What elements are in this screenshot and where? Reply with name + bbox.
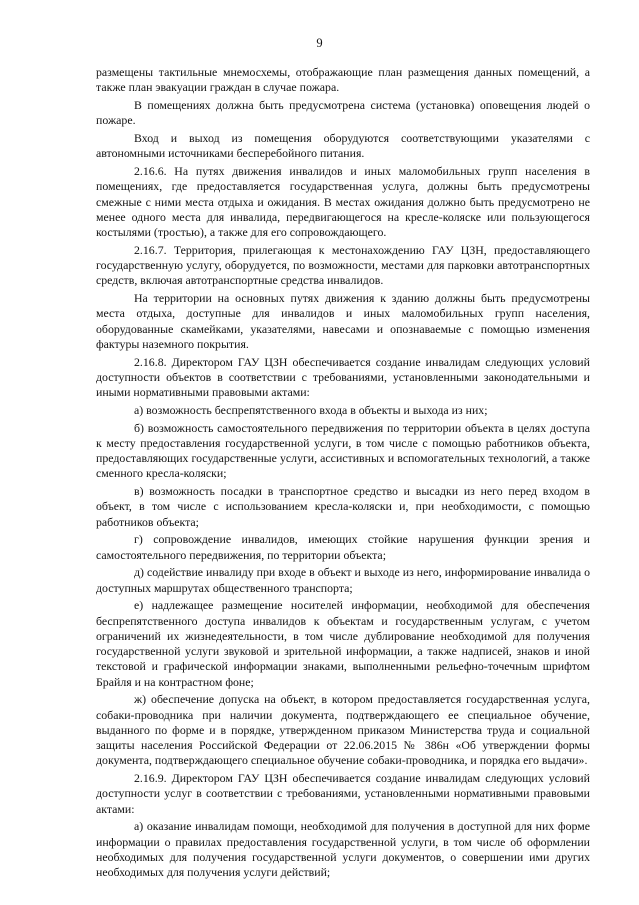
paragraph: а) оказание инвалидам помощи, необходимой для получения в доступной для них форме информации о правилах предоставления государственной услуги, в том числе об оформлении необходимых для получения государственной услуги документов, о совершении ими других необходимых для получения услуги действий;	[96, 819, 590, 879]
paragraph: На территории на основных путях движения к зданию должны быть предусмотрены места отдыха, доступные для инвалидов и иных маломобильных групп населения, оборудованные скамейками, указателями, навесами и опознаваемые с помощью изменения фактуры наземного покрытия.	[96, 291, 590, 351]
paragraph: 2.16.9. Директором ГАУ ЦЗН обеспечивается создание инвалидам следующих условий доступности услуг в соответствии с требованиями, установленными нормативными правовыми актами:	[96, 771, 590, 816]
paragraph: е) надлежащее размещение носителей информации, необходимой для обеспечения беспрепятственного доступа инвалидов к объектам и государственным услугам, с учетом ограничений их жизнедеятельности, в том числе дублирование необходимой для получения государственной услуги звуковой и зрительной информации, а также надписей, знаков и иной текстовой и графической информации знаками, выполненными рельефно-точечным шрифтом Брайля и на контрастном фоне;	[96, 598, 590, 689]
paragraph: а) возможность беспрепятственного входа в объекты и выхода из них;	[134, 402, 488, 417]
page-number: 9	[316, 36, 323, 50]
paragraph: д) содействие инвалиду при входе в объект и выходе из него, информирование инвалида о доступных маршрутах общественного транспорта;	[96, 565, 590, 595]
paragraph: б) возможность самостоятельного передвижения по территории объекта в целях доступа к месту предоставления государственной услуги, в том числе с помощью работников объекта, предоставляющих государственные услуги, ассистивных и вспомогательных технологий, а также сменного кресла-коляски;	[96, 420, 590, 481]
paragraph: 2.16.8. Директором ГАУ ЦЗН обеспечивается создание инвалидам следующих условий доступности объектов в соответствии с требованиями, установленными законодательными и иными нормативными правовыми актами:	[96, 354, 590, 399]
paragraph: 2.16.6. На путях движения инвалидов и иных маломобильных групп населения в помещениях, где предоставляется государственная услуга, должны быть предусмотрены смежные с ними места отдыха и ожидания. В местах ожидания должно быть предусмотрено не менее одного места для инвалида, передвигающегося на кресле-коляске или пользующегося костылями (тростью), а также для его сопровождающего.	[96, 164, 590, 239]
paragraph: размещены тактильные мнемосхемы, отображающие план размещения данных помещений, а также план эвакуации граждан в случае пожара.	[96, 65, 590, 95]
paragraph: г) сопровождение инвалидов, имеющих стойкие нарушения функции зрения и самостоятельного передвижения, по территории объекта;	[96, 532, 590, 562]
paragraph: Вход и выход из помещения оборудуются соответствующими указателями с автономными источниками бесперебойного питания.	[96, 131, 590, 161]
paragraph: В помещениях должна быть предусмотрена система (установка) оповещения людей о пожаре.	[96, 98, 590, 128]
paragraph: в) возможность посадки в транспортное средство и высадки из него перед входом в объект, в том числе с использованием кресла-коляски и, при необходимости, с помощью работников объекта;	[96, 484, 590, 529]
document-body	[96, 65, 590, 883]
paragraph: ж) обеспечение допуска на объект, в котором предоставляется государственная услуга, собаки-проводника при наличии документа, подтверждающего ее специальное обучение, выданного по форме и в порядке, утвержденном приказом Министерства труда и социальной защиты населения Российской Федерации от 22.06.2015 № 386н «Об утверждении формы документа, подтверждающего специальное обучение собаки-проводника, и порядка его выдачи».	[96, 692, 590, 768]
paragraph: 2.16.7. Территория, прилегающая к местонахождению ГАУ ЦЗН, предоставляющего государственную услугу, оборудуется, по возможности, местами для парковки автотранспортных средств, включая автотранспортные средства инвалидов.	[96, 242, 590, 288]
